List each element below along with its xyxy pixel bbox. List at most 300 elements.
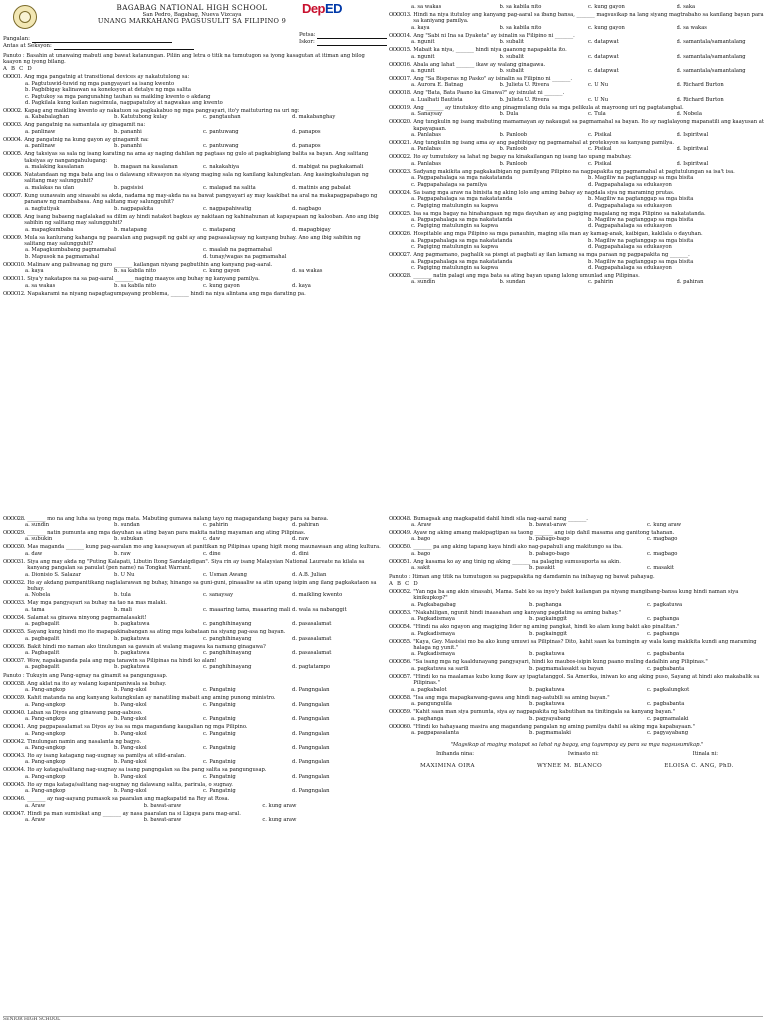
choice-option: b. pagkainggit	[529, 630, 567, 637]
section-label: Antas at Seksyon:	[3, 42, 52, 49]
question-number-group	[389, 169, 411, 175]
question-item	[3, 74, 381, 80]
question-number-group	[3, 214, 22, 227]
question-number: 41.	[17, 724, 26, 731]
choice-option: b. pananhi	[114, 128, 142, 135]
choice-option: b. Magiliw na pagtanggap sa mga bisita	[588, 258, 694, 265]
answer-bubbles[interactable]: OOOO	[389, 624, 404, 631]
choice-option: b. sa kabila nito	[114, 268, 156, 275]
choice-option: b. mali	[114, 606, 132, 613]
choice-option: d. pasasalamat	[292, 621, 332, 628]
answer-bubbles[interactable]: OOOO	[389, 231, 404, 238]
choice-row	[3, 206, 381, 212]
school-address: San Pedro, Bagabag, Nueva Vizcaya	[142, 12, 242, 18]
answer-bubbles[interactable]: OOOO	[3, 192, 18, 199]
question-number: 42.	[17, 738, 26, 745]
choice-option: d. mapagbigay	[292, 226, 331, 233]
question-number-group	[3, 530, 25, 536]
answer-bubbles[interactable]: OOOO	[3, 629, 18, 636]
question-text: Mas maganda _______ kung pag-aaralan mo ang kasaysayan at panitikan ng Pilipinas upang higit mong maunawaan ang ating kultura.	[27, 544, 381, 551]
answer-bubbles[interactable]: OOOO	[3, 151, 18, 158]
question-text: Ang tungkulin ng isang ama ay ang pagbibigay ng pagmamahal at proteksyon sa kanyang pamilya.	[413, 140, 674, 147]
answer-bubbles[interactable]: OOOO	[3, 810, 18, 817]
choice-option: c. pagkatuwa	[647, 601, 683, 608]
column-bottom-right	[389, 514, 765, 770]
choice-option: c. pagkalungkot	[647, 686, 690, 693]
answer-bubbles[interactable]: OOOO	[389, 558, 404, 565]
choice-option: a. Pagkabagabag	[411, 601, 456, 608]
choice-option: a. Pang-angkop	[25, 744, 66, 751]
question-number-group	[3, 122, 22, 128]
question-number-group	[3, 516, 25, 522]
choice-row	[3, 551, 381, 557]
question-number: 4.	[17, 136, 23, 143]
answer-bubbles[interactable]: OOOO	[3, 122, 18, 129]
choice-option: a. subukin	[25, 536, 53, 543]
choice-option: c. Pangatnig	[203, 759, 236, 766]
answer-bubbles[interactable]: OOOO	[3, 579, 18, 586]
choice-option: b. subukan	[114, 536, 143, 543]
question-item	[389, 12, 765, 25]
answer-bubbles[interactable]: OOOO	[389, 189, 404, 196]
question-number: 45.	[17, 781, 26, 788]
choice-option: a. Pagkadismaya	[411, 616, 455, 623]
question-number-group	[389, 589, 411, 602]
answer-bubbles[interactable]: OOOO	[389, 168, 404, 175]
date-field[interactable]	[317, 33, 387, 39]
name-preparer: MAXIMINA OIRA	[420, 763, 475, 770]
choice-row	[389, 666, 765, 672]
question-number: 40.	[17, 709, 26, 716]
choice-row	[3, 636, 381, 642]
answer-key-header: A B C D	[389, 581, 419, 588]
answer-bubbles[interactable]: OOOO	[3, 752, 18, 759]
question-text: "Nakahiligan, ngunit hindi inaasahan ang kanyang pagdating sa aming bahay."	[413, 609, 621, 616]
choice-row	[3, 185, 381, 191]
question-number: 47.	[17, 810, 26, 817]
question-number-group	[389, 12, 411, 25]
question-number-group	[389, 119, 411, 132]
question-number-group	[3, 276, 25, 282]
question-number: 19.	[403, 104, 412, 111]
choice-option: b. Julieta U. Rivera	[499, 82, 550, 89]
answer-bubbles[interactable]: OOOO	[389, 272, 404, 279]
choice-option: c. Pangatnig	[203, 701, 236, 708]
choice-option: b. subalit	[499, 39, 524, 46]
choice-option: a. Pang-angkop	[25, 759, 66, 766]
choice-option: d. makabanghay	[292, 114, 336, 121]
answer-bubbles[interactable]: OOOO	[3, 515, 18, 522]
question-list-top-right	[389, 4, 765, 286]
answer-bubbles[interactable]: OOOO	[389, 709, 404, 716]
answer-bubbles[interactable]: OOOO	[3, 767, 18, 774]
answer-bubbles[interactable]: OOOO	[389, 530, 404, 536]
school-name: BAGABAG NATIONAL HIGH SCHOOL	[116, 3, 268, 12]
choice-row	[3, 592, 381, 598]
choice-option: d. Pangngalan	[292, 773, 330, 780]
choice-option: b. U Nu	[114, 571, 135, 578]
role-prepared: Inihanda nina:	[435, 750, 475, 757]
answer-bubbles[interactable]: OOOO	[3, 614, 18, 621]
question-number-group	[3, 600, 25, 606]
choice-option: a. kaya	[25, 268, 44, 275]
question-text: Ang pangatnig na kung gayon ay ginagamit na:	[24, 136, 149, 143]
choice-option: b. Magiliw na pagtanggap sa mga bisita	[588, 196, 694, 203]
question-number-group	[3, 695, 25, 701]
answer-bubbles[interactable]: OOOO	[389, 694, 404, 701]
question-number: 26.	[403, 231, 412, 238]
choice-option: b. bawat-araw	[143, 816, 182, 823]
motto: "Magsikap at maging matapat sa lahat ng bagay, ang tagumpay ay para sa mga nagsusumikap."	[450, 742, 704, 749]
question-number: 15.	[403, 47, 412, 54]
question-text: Napakarami na niyang napagtagumpayang problema, _______ hindi na niya alintana ang mga darating pa.	[27, 290, 306, 297]
choice-option: d. Pagkilala kung kailan nagsimula, nagpapatuloy at nagwakas ang kwento	[25, 100, 223, 107]
choice-option: a. Pagpapahalaga sa mga nakatatanda	[411, 258, 513, 265]
choice-option: c. Pangatnig	[203, 730, 236, 737]
question-number-group	[389, 154, 411, 160]
choice-option: c. panghihinayang	[203, 650, 252, 657]
question-item	[3, 559, 381, 572]
question-text: Ang pangatnig na samantala ay ginagamit na:	[24, 122, 146, 129]
choice-option: b. nagpapakita	[114, 205, 154, 212]
answer-bubbles[interactable]: OOOO	[389, 609, 404, 616]
question-number-group	[3, 767, 25, 773]
choice-option: c. Tula	[588, 111, 606, 118]
question-text: Ito ay mga kataga/salitang nag-uugnay ng dalawang salita, parirala, o sugnay.	[27, 781, 233, 788]
choice-option: a. pagkabalot	[411, 686, 447, 693]
question-text: "Hindi ko na maalamas kubo kung ikaw ay ipagtatanggol. Sa Amerika, iniwan ko ang aking puso, Sayang at hindi ako makabalik sa Pilipinas."	[413, 673, 760, 687]
choice-option: b. pagyayabang	[529, 715, 571, 722]
choice-option: d. Pangngalan	[292, 730, 330, 737]
answer-bubbles[interactable]: OOOO	[3, 544, 18, 551]
choice-option: b. pagsisisi	[114, 184, 144, 191]
choice-option: d. panapos	[292, 128, 321, 135]
question-item	[3, 291, 381, 297]
choice-option: c. datapwat	[588, 53, 619, 60]
choice-option: a. pangungulila	[411, 701, 452, 708]
answer-bubbles[interactable]: OOOO	[3, 74, 18, 81]
question-item	[389, 589, 765, 602]
question-text: "Isa ang mga mapagkawang-gawa ang hindi nag-aatubili sa aming bayan."	[413, 694, 610, 701]
choice-option: a. pagkatuwa sa sarili	[411, 665, 469, 672]
question-number-group	[3, 753, 25, 759]
choice-option: c. pagyayabang	[647, 729, 689, 736]
answer-bubbles[interactable]: OOOO	[389, 104, 404, 111]
choice-option: a. bago	[411, 536, 431, 543]
question-number: 31.	[17, 558, 26, 565]
choice-option: a. panlinaw	[25, 143, 56, 150]
bottom-strip: SENIOR HIGH SCHOOL	[3, 1016, 763, 1023]
choice-option: a. ngunit	[411, 53, 435, 60]
answer-bubbles[interactable]: OOOO	[3, 234, 18, 241]
answer-bubbles[interactable]: OOOO	[3, 530, 18, 536]
signature-names	[389, 763, 765, 769]
answer-bubbles[interactable]: OOOO	[389, 90, 404, 97]
answer-bubbles[interactable]: OOOO	[389, 154, 404, 161]
choice-option: d. Pangngalan	[292, 759, 330, 766]
choice-option: c. kung araw	[647, 522, 682, 528]
answer-bubbles[interactable]: OOOO	[3, 738, 18, 745]
question-number-group	[389, 140, 411, 146]
answer-bubbles[interactable]: OOOO	[3, 276, 18, 283]
question-number-group	[3, 796, 25, 802]
choice-option: c. maalab na pagmamahal	[203, 247, 272, 254]
choice-option: a. pagbagalit	[25, 621, 60, 628]
answer-bubbles[interactable]: OOOO	[389, 61, 404, 68]
choice-option: c. malapad na salita	[203, 184, 256, 191]
choice-option: c. sanaysay	[203, 592, 234, 599]
answer-bubbles[interactable]: OOOO	[3, 680, 18, 687]
choice-option: a. Pang-angkop	[25, 716, 66, 723]
question-number: 52.	[403, 589, 412, 596]
choice-option: d. A.B. Julian	[292, 571, 327, 578]
answer-bubbles[interactable]: OOOO	[389, 673, 404, 680]
question-number-group	[3, 137, 22, 143]
question-text: "Hindi ko hahayaang masira ang magandang pangalan ng aming pamilya dahil sa aking mga kapabayaan."	[413, 723, 695, 730]
question-number: 58.	[403, 694, 412, 701]
choice-option: d. nagbago	[292, 205, 322, 212]
answer-bubbles[interactable]: OOOO	[3, 136, 18, 143]
choice-option: b. matapang	[114, 226, 147, 233]
choice-row	[389, 602, 765, 608]
choice-option: b. Julieta U. Rivera	[499, 96, 550, 103]
question-number-group	[3, 629, 25, 635]
question-number: 6.	[17, 172, 23, 179]
answer-bubbles[interactable]: OOOO	[389, 544, 404, 551]
choice-option: a. tama	[25, 606, 45, 613]
question-number-group	[3, 74, 22, 80]
question-list-top-left	[3, 74, 381, 297]
choice-option: a. malakas na ulan	[25, 184, 75, 191]
choice-option: a. Dionisio S. Salazar	[25, 571, 81, 578]
choice-option: a. daw	[25, 550, 43, 557]
panuto-note: Panuto : Itiman ang titik na tumutugon sa pagpapakita ng damdamin na inihayag ng bawat pahayag.	[389, 573, 655, 580]
choice-row	[3, 774, 381, 780]
choice-option: c. panghihinayang	[203, 635, 252, 642]
choice-row	[3, 788, 381, 794]
question-number-group	[389, 639, 411, 652]
choice-row	[3, 254, 381, 260]
question-text: Mula sa kanlurang kahanga ng paaralan ang pagsapit ng gabi ay ang pagsasalaysay ng kanyang buhay. Ano ang ibig sabihin ng salitang may salungguhit?	[24, 234, 361, 247]
choice-option: b. Magiliw na pagtanggap sa mga bisita	[588, 175, 694, 182]
question-number-group	[3, 235, 22, 248]
answer-bubbles[interactable]: OOOO	[3, 796, 18, 803]
question-number: 53.	[403, 609, 412, 616]
answer-bubbles[interactable]: OOOO	[3, 172, 18, 179]
choice-option: c. Pagiging matulungin sa kapwa	[411, 244, 499, 251]
answer-bubbles[interactable]: OOOO	[3, 290, 18, 297]
question-number-group	[389, 530, 411, 536]
answer-bubbles[interactable]: OOOO	[389, 638, 404, 645]
choice-row	[3, 803, 381, 809]
answer-bubbles[interactable]: OOOO	[389, 515, 404, 522]
choice-row	[389, 146, 765, 152]
choice-option: a. Araw	[25, 816, 46, 823]
answer-bubbles[interactable]: OOOO	[389, 12, 404, 18]
question-number-group	[389, 105, 411, 111]
answer-bubbles[interactable]: OOOO	[3, 724, 18, 731]
choice-option: d. Richard Burton	[676, 82, 724, 89]
choice-option: d. kaya	[292, 282, 311, 289]
question-number: 50.	[403, 544, 412, 551]
answer-bubbles[interactable]: OOOO	[389, 47, 404, 54]
choice-row	[389, 97, 765, 103]
choice-row	[3, 607, 381, 613]
exam-header	[3, 1, 381, 34]
question-number: 2.	[17, 108, 23, 115]
question-text: Ang pagpapasalamat sa Diyos ay isa sa mga magandang kaugalian ng mga Pilipino.	[27, 724, 248, 731]
choice-option: b. Katutubong kulay	[114, 114, 168, 121]
question-number: 46.	[17, 796, 26, 803]
question-number: 55.	[403, 638, 412, 645]
question-number-group	[3, 811, 25, 817]
answer-bubbles[interactable]: OOOO	[389, 119, 404, 126]
question-number: 60.	[403, 723, 412, 730]
section-field[interactable]	[54, 44, 194, 50]
answer-bubbles[interactable]: OOOO	[3, 709, 18, 716]
choice-option: b. pagkatuwa	[114, 621, 150, 628]
choice-option: a. Pagkadismaya	[411, 630, 455, 637]
question-text: Siya'y nakatapos na sa pag-aaral _______ naging maayos ang buhay ng kanyang pamilya.	[27, 276, 260, 283]
choice-option: b. paghanga	[529, 601, 562, 608]
question-text: Ang aklat na ito ay walang kapanipaniwala sa buhay.	[27, 680, 167, 687]
choice-option: a. sundin	[25, 522, 50, 528]
question-number: 44.	[17, 767, 26, 774]
choice-option: b. Pang-ukol	[114, 773, 147, 780]
instructions: Panuto : Basahin at unawaing mabuti ang bawat katanungan. Piliin ang letra o titik na tumutugon sa iyong kasagutan at itiman ang bilog kaayon ng iyong bilang.	[3, 52, 365, 65]
choice-option: a. Pang-angkop	[25, 687, 66, 694]
choice-option: b. sundan	[499, 279, 526, 286]
question-text: _______ mo na ang luha sa iyong mga mata. Mabuting gumawa nalang tayo ng magagandang bagay para sa bansa.	[27, 515, 329, 522]
answer-bubbles[interactable]: OOOO	[389, 76, 404, 83]
question-text: Ito ay isang katagang nag-uugnay sa pamilya at silid-aralan.	[27, 752, 186, 759]
choice-option: c. kung gayon	[588, 4, 625, 10]
question-number: 57.	[403, 673, 412, 680]
answer-bubbles[interactable]: OOOO	[389, 210, 404, 217]
choice-option: c. Pisikal	[588, 146, 612, 153]
column-top-left	[3, 1, 381, 297]
choice-option: a. mapagkumbaba	[25, 226, 74, 233]
choice-option: d. Pagpapahalaga sa edukasyon	[588, 181, 672, 188]
choice-option: c. paghanga	[647, 630, 680, 637]
choice-option: c. datapwat	[588, 68, 619, 75]
choice-option: c. nagpapahiwatig	[203, 205, 252, 212]
choice-option: a. pagbagalit	[25, 664, 60, 671]
question-number: 34.	[17, 614, 26, 621]
choice-option: b. pasakit	[529, 565, 555, 572]
choice-option: b. magaan na kasalanan	[114, 164, 178, 171]
choice-option: d. panapos	[292, 143, 321, 150]
question-number-group	[389, 47, 411, 53]
choice-row	[3, 621, 381, 627]
question-item	[3, 172, 381, 185]
choice-option: c. pangtauhan	[203, 114, 241, 121]
answer-bubbles[interactable]: OOOO	[3, 658, 18, 665]
choice-row	[389, 631, 765, 637]
question-text: Hospitable ang mga Pilipino sa mga panauhin, maging sila man ay kamag-anak, kaibigan, kakilala o dayuhan.	[413, 231, 703, 238]
answer-bubbles[interactable]: OOOO	[3, 213, 18, 220]
choice-option: c. pantuwang	[203, 143, 239, 150]
answer-bubbles[interactable]: OOOO	[3, 108, 18, 115]
question-number: 48.	[403, 515, 412, 522]
choice-option: b. Panloob	[499, 146, 528, 153]
choice-row	[389, 279, 765, 285]
choice-option: d. pahiran	[292, 522, 319, 528]
choice-option: c. pagbabanta	[647, 665, 685, 672]
choice-option: c. panghihinayang	[203, 664, 252, 671]
question-item	[3, 580, 381, 593]
answer-bubbles[interactable]: OOOO	[389, 589, 404, 596]
answer-bubbles[interactable]: OOOO	[389, 32, 404, 39]
choice-option: a. Mapagkumbabang pagmamahal	[25, 247, 116, 254]
question-number: 21.	[403, 140, 412, 147]
choice-option: c. pahirin	[203, 522, 229, 528]
choice-option: c. pantuwang	[203, 128, 239, 135]
choice-option: c. pagmamalaki	[647, 715, 689, 722]
answer-bubbles[interactable]: OOOO	[389, 140, 404, 147]
name-recorder: ELOISA C. ANG, PhD.	[664, 763, 734, 770]
answer-bubbles[interactable]: OOOO	[3, 643, 18, 650]
question-number-group	[3, 108, 22, 114]
question-text: Malinaw ang paliwanag ng guro _______ kailangan niyang pagbutihin ang kanyang pag-aaral.	[27, 261, 273, 268]
question-number: 28.	[17, 515, 26, 522]
choice-row	[389, 616, 765, 622]
role-checked: Iwinasto ni:	[567, 750, 599, 757]
choice-option: a. Sanaysay	[411, 111, 443, 118]
choice-row	[389, 25, 765, 31]
answer-bubbles[interactable]: OOOO	[3, 695, 18, 702]
question-text: Sadyang makikita ang pagkakaibigan ng pamilyang Pilipino na nagpapakita ng pagmamahal at pagtutulungan sa isa't isa.	[413, 168, 735, 175]
choice-row	[3, 664, 381, 670]
answer-bubbles[interactable]: OOOO	[3, 781, 18, 788]
choice-option: c. datapwat	[588, 39, 619, 46]
answer-bubbles[interactable]: OOOO	[3, 558, 18, 565]
choice-option: d. Ispiritwal	[676, 146, 709, 153]
answer-bubbles[interactable]: OOOO	[3, 600, 18, 607]
choice-option: b. Pang-ukol	[114, 788, 147, 795]
choice-option: b. pagmamalasakit sa bayan	[529, 665, 604, 672]
choice-row	[389, 68, 765, 74]
question-text: Ito ay kataga/salitang nag-uugnay sa isang pangngalan sa iba pang salita sa pangungusap.	[27, 767, 267, 774]
choice-option: a. pagpapasalanta	[411, 729, 459, 736]
score-field[interactable]	[317, 40, 387, 46]
name-field[interactable]	[32, 37, 172, 43]
question-text: _______ natin pumunta ang mga dayuhan sa ating bayan para makita nating mayaman ang ating Pilipinas.	[27, 530, 306, 536]
question-number: 43.	[17, 752, 26, 759]
question-number: 7.	[17, 192, 23, 199]
question-text: Kahit matanda na ang kanyang katungkulan ay nanatiling mabait ang aming punong ministro.	[27, 695, 276, 702]
answer-bubbles[interactable]: OOOO	[389, 252, 404, 259]
question-text: Ang "Sabi ni Ina sa Dyaketa" ay isinalin sa Filipino ni _______.	[413, 32, 575, 39]
question-number-group	[389, 231, 411, 237]
question-text: Ang _______ ay tinutukoy dito ang pinagmulang dula sa mga pelikula at mayroong uri ng pagtatanghal.	[413, 104, 684, 111]
question-text: Ang "Sa Bisperas ng Pasko" ay isinalin sa Filipino ni _______.	[413, 76, 572, 83]
question-number: 37.	[17, 658, 26, 665]
answer-bubbles[interactable]: OOOO	[389, 723, 404, 730]
choice-option: d. Ispiritwal	[676, 160, 709, 167]
choice-option: b. Pang-ukol	[114, 716, 147, 723]
question-list-bottom-right	[389, 516, 765, 737]
choice-option: a. malaking kasalanan	[25, 164, 84, 171]
choice-row	[3, 817, 381, 823]
choice-option: d. pagtatampo	[292, 664, 331, 671]
question-number-group	[389, 624, 411, 630]
answer-bubbles[interactable]: OOOO	[389, 659, 404, 666]
choice-option: a. Panlabas	[411, 160, 441, 167]
choice-option: d. wala sa nabanggit	[292, 606, 347, 613]
choice-option: c. Pangatnig	[203, 773, 236, 780]
answer-bubbles[interactable]: OOOO	[3, 261, 18, 268]
